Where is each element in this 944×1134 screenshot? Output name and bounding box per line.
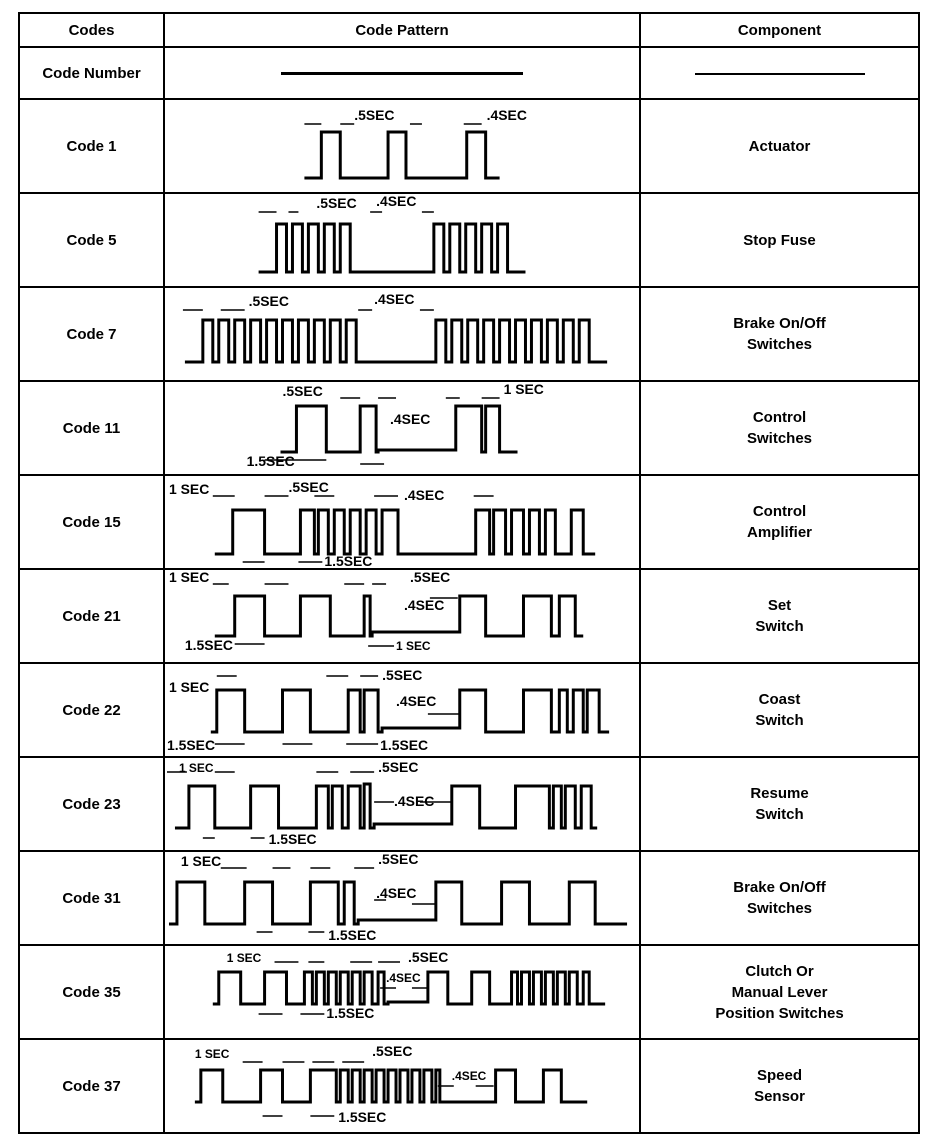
code-label: Code 5	[19, 193, 164, 287]
pattern-legend-line	[164, 47, 640, 99]
table-row	[19, 381, 919, 475]
waveform-code-11	[165, 382, 639, 474]
interval-label: .4SEC	[390, 410, 431, 428]
component-label: Brake On/Off Switches	[640, 851, 919, 945]
code-label: Code 37	[19, 1039, 164, 1133]
interval-label: .5SEC	[382, 666, 423, 684]
code-label: Code 22	[19, 663, 164, 757]
waveform-code-22	[165, 664, 639, 756]
interval-label: 1.5SEC	[268, 830, 317, 848]
code-label: Code 31	[19, 851, 164, 945]
code-pattern-diagram	[164, 851, 640, 945]
interval-label: 1 SEC	[396, 638, 431, 654]
code-label: Code 23	[19, 757, 164, 851]
component-label: Coast Switch	[640, 663, 919, 757]
component-label: Set Switch	[640, 569, 919, 663]
component-label: Stop Fuse	[640, 193, 919, 287]
interval-label: .4SEC	[403, 486, 445, 504]
table-row	[19, 757, 919, 851]
interval-label: 1 SEC	[178, 760, 214, 776]
interval-label: 1.5SEC	[326, 1004, 375, 1022]
code-pattern-diagram	[164, 1039, 640, 1133]
waveform-code-15	[165, 476, 639, 568]
component-label: Actuator	[640, 99, 919, 193]
interval-label: 1.5SEC	[246, 452, 295, 470]
interval-label: 1.5SEC	[324, 552, 373, 568]
code-pattern-diagram	[164, 757, 640, 851]
interval-label: 1 SEC	[180, 852, 222, 870]
header-component: Component	[640, 13, 919, 47]
interval-label: 1 SEC	[168, 480, 210, 498]
interval-label: .5SEC	[354, 106, 395, 124]
interval-label: .4SEC	[394, 792, 435, 810]
waveform-code-31	[165, 852, 639, 944]
interval-label: 1 SEC	[168, 570, 210, 586]
interval-label: .5SEC	[378, 758, 419, 776]
interval-label: 1.5SEC	[380, 736, 429, 754]
component-label: Brake On/Off Switches	[640, 287, 919, 381]
waveform-code-21	[165, 570, 639, 662]
code-label: Code 21	[19, 569, 164, 663]
component-label: Resume Switch	[640, 757, 919, 851]
code-pattern-diagram	[164, 287, 640, 381]
code-pattern-diagram	[164, 99, 640, 193]
component-label: Speed Sensor	[640, 1039, 919, 1133]
table-row	[19, 193, 919, 287]
table-row	[19, 569, 919, 663]
waveform-code-35	[165, 946, 639, 1038]
interval-label: .4SEC	[396, 692, 437, 710]
code-label: Code 15	[19, 475, 164, 569]
interval-label: .4SEC	[403, 596, 445, 614]
interval-label: 1 SEC	[226, 950, 262, 966]
interval-label: 1.5SEC	[184, 636, 233, 654]
code-label: Code 11	[19, 381, 164, 475]
component-label: Control Switches	[640, 381, 919, 475]
waveform-code-37	[165, 1040, 639, 1132]
interval-label: .5SEC	[316, 194, 357, 212]
code-label: Code 1	[19, 99, 164, 193]
interval-label: 1.5SEC	[328, 926, 377, 944]
interval-label: .5SEC	[248, 292, 289, 310]
table-row	[19, 851, 919, 945]
waveform-code-1	[165, 100, 639, 192]
subheader-code-number: Code Number	[19, 47, 164, 99]
trouble-code-table	[18, 12, 920, 1134]
code-pattern-diagram	[164, 945, 640, 1039]
interval-label: .5SEC	[372, 1042, 413, 1060]
component-legend-line	[640, 47, 919, 99]
table-row	[19, 475, 919, 569]
interval-label: .4SEC	[374, 290, 415, 308]
table-row	[19, 287, 919, 381]
interval-label: .4SEC	[376, 194, 417, 210]
interval-label: .4SEC	[376, 884, 417, 902]
component-label: Clutch Or Manual Lever Position Switches	[640, 945, 919, 1039]
code-pattern-diagram	[164, 475, 640, 569]
table-row	[19, 945, 919, 1039]
code-pattern-diagram	[164, 663, 640, 757]
header-codes: Codes	[19, 13, 164, 47]
interval-label: .4SEC	[451, 1068, 487, 1084]
code-pattern-diagram	[164, 381, 640, 475]
waveform-code-7	[165, 288, 639, 380]
table-row	[19, 663, 919, 757]
interval-label: 1.5SEC	[166, 736, 216, 754]
header-code-pattern: Code Pattern	[164, 13, 640, 47]
interval-label: 1 SEC	[168, 678, 210, 696]
interval-label: .5SEC	[288, 478, 329, 496]
interval-label: .4SEC	[486, 106, 527, 124]
waveform-code-23	[165, 758, 639, 850]
component-label: Control Amplifier	[640, 475, 919, 569]
table-row	[19, 1039, 919, 1133]
code-pattern-diagram	[164, 193, 640, 287]
code-label: Code 7	[19, 287, 164, 381]
interval-label: 1 SEC	[503, 382, 544, 398]
interval-label: .5SEC	[282, 382, 323, 400]
interval-label: 1.5SEC	[338, 1108, 387, 1126]
table-row	[19, 99, 919, 193]
waveform-code-5	[165, 194, 639, 286]
code-label: Code 35	[19, 945, 164, 1039]
interval-label: .4SEC	[386, 970, 421, 986]
interval-label: 1 SEC	[194, 1046, 230, 1062]
interval-label: .5SEC	[407, 948, 449, 966]
interval-label: .5SEC	[409, 570, 451, 586]
code-pattern-diagram	[164, 569, 640, 663]
interval-label: .5SEC	[378, 852, 419, 868]
